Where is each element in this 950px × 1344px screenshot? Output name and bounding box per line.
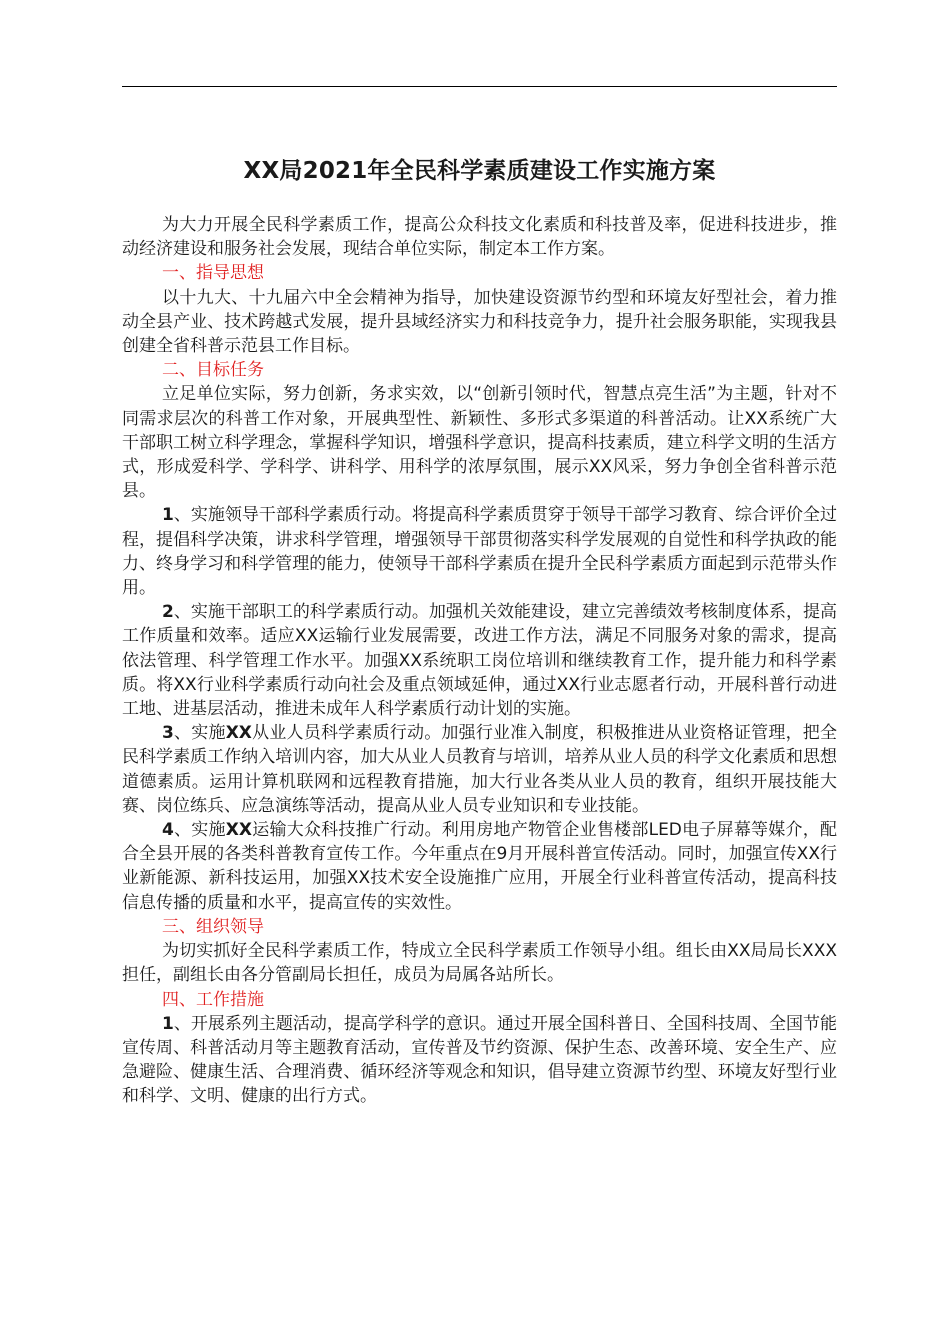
section-heading-measures: 四、工作措施 xyxy=(162,989,264,1010)
item-text: 从业人员科学素质行动。加强行业准入制度，积极推进从业资格证管理，把全民科学素质工作纳入培训内容，加大从业人员教育与培训，培养从业人员的科学文化素质和思想道德素质。运用计算机联网和远程教育措施，加大行业各类从业人员的教育，组织开展技能大赛、岗位练兵、应急演练等活动，提高从业人员专业知识和专业技能。 xyxy=(122,723,838,816)
item-number: 4 xyxy=(162,820,174,841)
goal-item-3 xyxy=(122,721,837,818)
section-paragraph: 为切实抓好全民科学素质工作，特成立全民科学素质工作领导小组。组长由XX局局长XXX担任，副组长由各分管副局长担任，成员为局属各站所长。 xyxy=(122,941,837,986)
item-bold-term: XX xyxy=(225,723,252,744)
goal-item-2 xyxy=(122,600,837,721)
goal-item-1 xyxy=(122,503,837,600)
item-text: 运输大众科技推广行动。利用房地产物管企业售楼部LED电子屏幕等媒介，配合全县开展的各类科普教育宣传工作。今年重点在9月开展科普宣传活动。同时，加强宣传XX行业新能源、新科技运用，加强XX技术安全设施推广应用，开展全行业科普宣传活动，提高科技信息传播的质量和水平，提高宣传的实效性。 xyxy=(122,820,837,913)
item-prefix: 、实施 xyxy=(173,820,226,841)
item-text: 、实施领导干部科学素质行动。将提高科学素质贯穿于领导干部学习教育、综合评价全过程，提倡科学决策，讲求科学管理，增强领导干部贯彻落实科学发展观的自觉性和科学执政的能力、终身学习和科学管理的能力，使领导干部科学素质在提升全民科学素质方面起到示范带头作用。 xyxy=(122,505,837,599)
header-rule xyxy=(122,86,837,87)
goal-item-4 xyxy=(122,818,837,915)
section-heading-guiding-ideology: 一、指导思想 xyxy=(162,263,264,284)
document-title: XX局2021年全民科学素质建设工作实施方案 xyxy=(243,158,716,184)
section-heading-goals: 二、目标任务 xyxy=(162,360,264,381)
measure-item-1 xyxy=(122,1012,837,1109)
section-paragraph: 以十九大、十九届六中全会精神为指导，加快建设资源节约型和环境友好型社会，着力推动全县产业、技术跨越式发展，提升县域经济实力和科技竞争力，提升社会服务职能，实现我县创建全省科普示范县工作目标。 xyxy=(122,287,837,357)
item-text: 、开展系列主题活动，提高学科学的意识。通过开展全国科普日、全国科技周、全国节能宣传周、科普活动月等主题教育活动，宣传普及节约资源、保护生态、改善环境、安全生产、应急避险、健康生活、合理消费、循环经济等观念和知识，倡导建立资源节约型、环境友好型行业和科学、文明、健康的出行方式。 xyxy=(122,1013,837,1107)
item-number: 1 xyxy=(162,505,174,526)
item-text: 、实施干部职工的科学素质行动。加强机关效能建设，建立完善绩效考核制度体系，提高工作质量和效率。适应XX运输行业发展需要，改进工作方法，满足不同服务对象的需求，提高依法管理、科学管理工作水平。加强XX系统职工岗位培训和继续教育工作，提升能力和科学素质。将XX行业科学素质行动向社会及重点领域延伸，通过XX行业志愿者行动，开展科普行动进工地、进基层活动，推进未成年人科学素质行动计划的实施。 xyxy=(122,602,837,720)
item-prefix: 、实施 xyxy=(173,723,226,744)
document-body xyxy=(122,213,837,1109)
item-number: 3 xyxy=(162,723,174,744)
section-heading-organization: 三、组织领导 xyxy=(162,916,264,937)
intro-paragraph: 为大力开展全民科学素质工作，提高公众科技文化素质和科技普及率，促进科技进步，推动经济建设和服务社会发展，现结合单位实际，制定本工作方案。 xyxy=(122,215,837,260)
item-number: 2 xyxy=(162,602,174,623)
item-bold-term: XX xyxy=(225,820,252,841)
item-number: 1 xyxy=(162,1013,174,1034)
section-paragraph: 立足单位实际，努力创新，务求实效，以“创新引领时代，智慧点亮生活”为主题，针对不同需求层次的科普工作对象，开展典型性、新颖性、多形式多渠道的科普活动。让XX系统广大干部职工树立科学理念，掌握科学知识，增强科学意识，提高科技素质，建立科学文明的生活方式，形成爱科学、学科学、讲科学、用科学的浓厚氛围，展示XX风采，努力争创全省科普示范县。 xyxy=(122,384,837,502)
